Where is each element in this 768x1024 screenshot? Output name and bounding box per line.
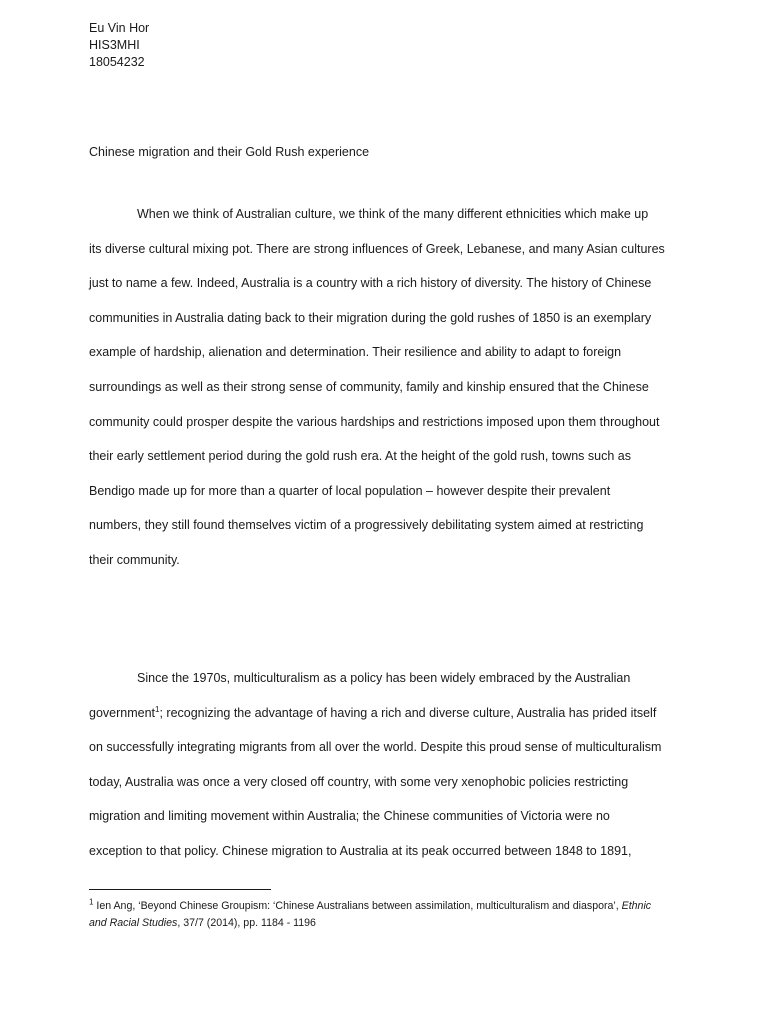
paragraph-line xyxy=(89,696,689,731)
paragraph-line: Bendigo made up for more than a quarter of local population – however despite their prevalent xyxy=(89,483,611,498)
student-id: 18054232 xyxy=(89,55,145,69)
author-name: Eu Vin Hor xyxy=(89,21,150,35)
paragraph-2 xyxy=(89,661,689,869)
author-header xyxy=(89,20,149,71)
paragraph-line: on successfully integrating migrants from all over the world. Despite this proud sense of multiculturalism xyxy=(89,740,662,755)
paragraph-line: their early settlement period during the gold rush era. At the height of the gold rush, towns such as xyxy=(89,449,631,464)
paragraph-line: their community. xyxy=(89,552,180,567)
footnote-line-2 xyxy=(89,915,651,932)
paragraph-line: migration and limiting movement within Australia; the Chinese communities of Victoria were no xyxy=(89,809,610,824)
paragraph-line: today, Australia was once a very closed off country, with some very xenophobic policies restricting xyxy=(89,774,629,789)
paragraph-line: example of hardship, alienation and determination. Their resilience and ability to adapt to foreign xyxy=(89,345,622,360)
line-text: government xyxy=(89,705,156,720)
line-text: ; recognizing the advantage of having a rich and diverse culture, Australia has prided itself xyxy=(159,705,657,720)
footnote-line-1 xyxy=(89,898,651,915)
footnote-citation: , 37/7 (2014), pp. 1184 - 1196 xyxy=(177,917,316,929)
paragraph-line: numbers, they still found themselves victim of a progressively debilitating system aimed at restricting xyxy=(89,518,644,533)
paragraph-line: Since the 1970s, multiculturalism as a policy has been widely embraced by the Australian xyxy=(137,671,631,685)
footnote xyxy=(89,898,651,932)
footnote-text: Ien Ang, ‘Beyond Chinese Groupism: ‘Chinese Australians between assimilation, multiculturalism and diaspora’, xyxy=(93,900,622,912)
essay-title: Chinese migration and their Gold Rush experience xyxy=(89,145,370,159)
paragraph-line: exception to that policy. Chinese migration to Australia at its peak occurred between 1848 to 1891, xyxy=(89,843,632,858)
footnote-separator xyxy=(89,889,271,890)
footnote-marker: 1 xyxy=(89,897,94,907)
paragraph-line: When we think of Australian culture, we think of the many different ethnicities which make up xyxy=(137,207,649,221)
paragraph-1 xyxy=(89,197,689,578)
paragraph-line: its diverse cultural mixing pot. There are strong influences of Greek, Lebanese, and many Asian cultures xyxy=(89,241,665,256)
paragraph-line: communities in Australia dating back to their migration during the gold rushes of 1850 is an exemplary xyxy=(89,310,652,325)
footnote-reference[interactable]: 1 xyxy=(155,704,160,714)
journal-title: and Racial Studies xyxy=(89,917,178,929)
course-code: HIS3MHI xyxy=(89,38,140,52)
journal-title: Ethnic xyxy=(621,900,652,912)
paragraph-line: community could prosper despite the various hardships and restrictions imposed upon them throughout xyxy=(89,414,660,429)
paragraph-line: just to name a few. Indeed, Australia is a country with a rich history of diversity. The history of Chinese xyxy=(89,276,652,291)
paragraph-line: surroundings as well as their strong sense of community, family and kinship ensured that the Chinese xyxy=(89,379,649,394)
